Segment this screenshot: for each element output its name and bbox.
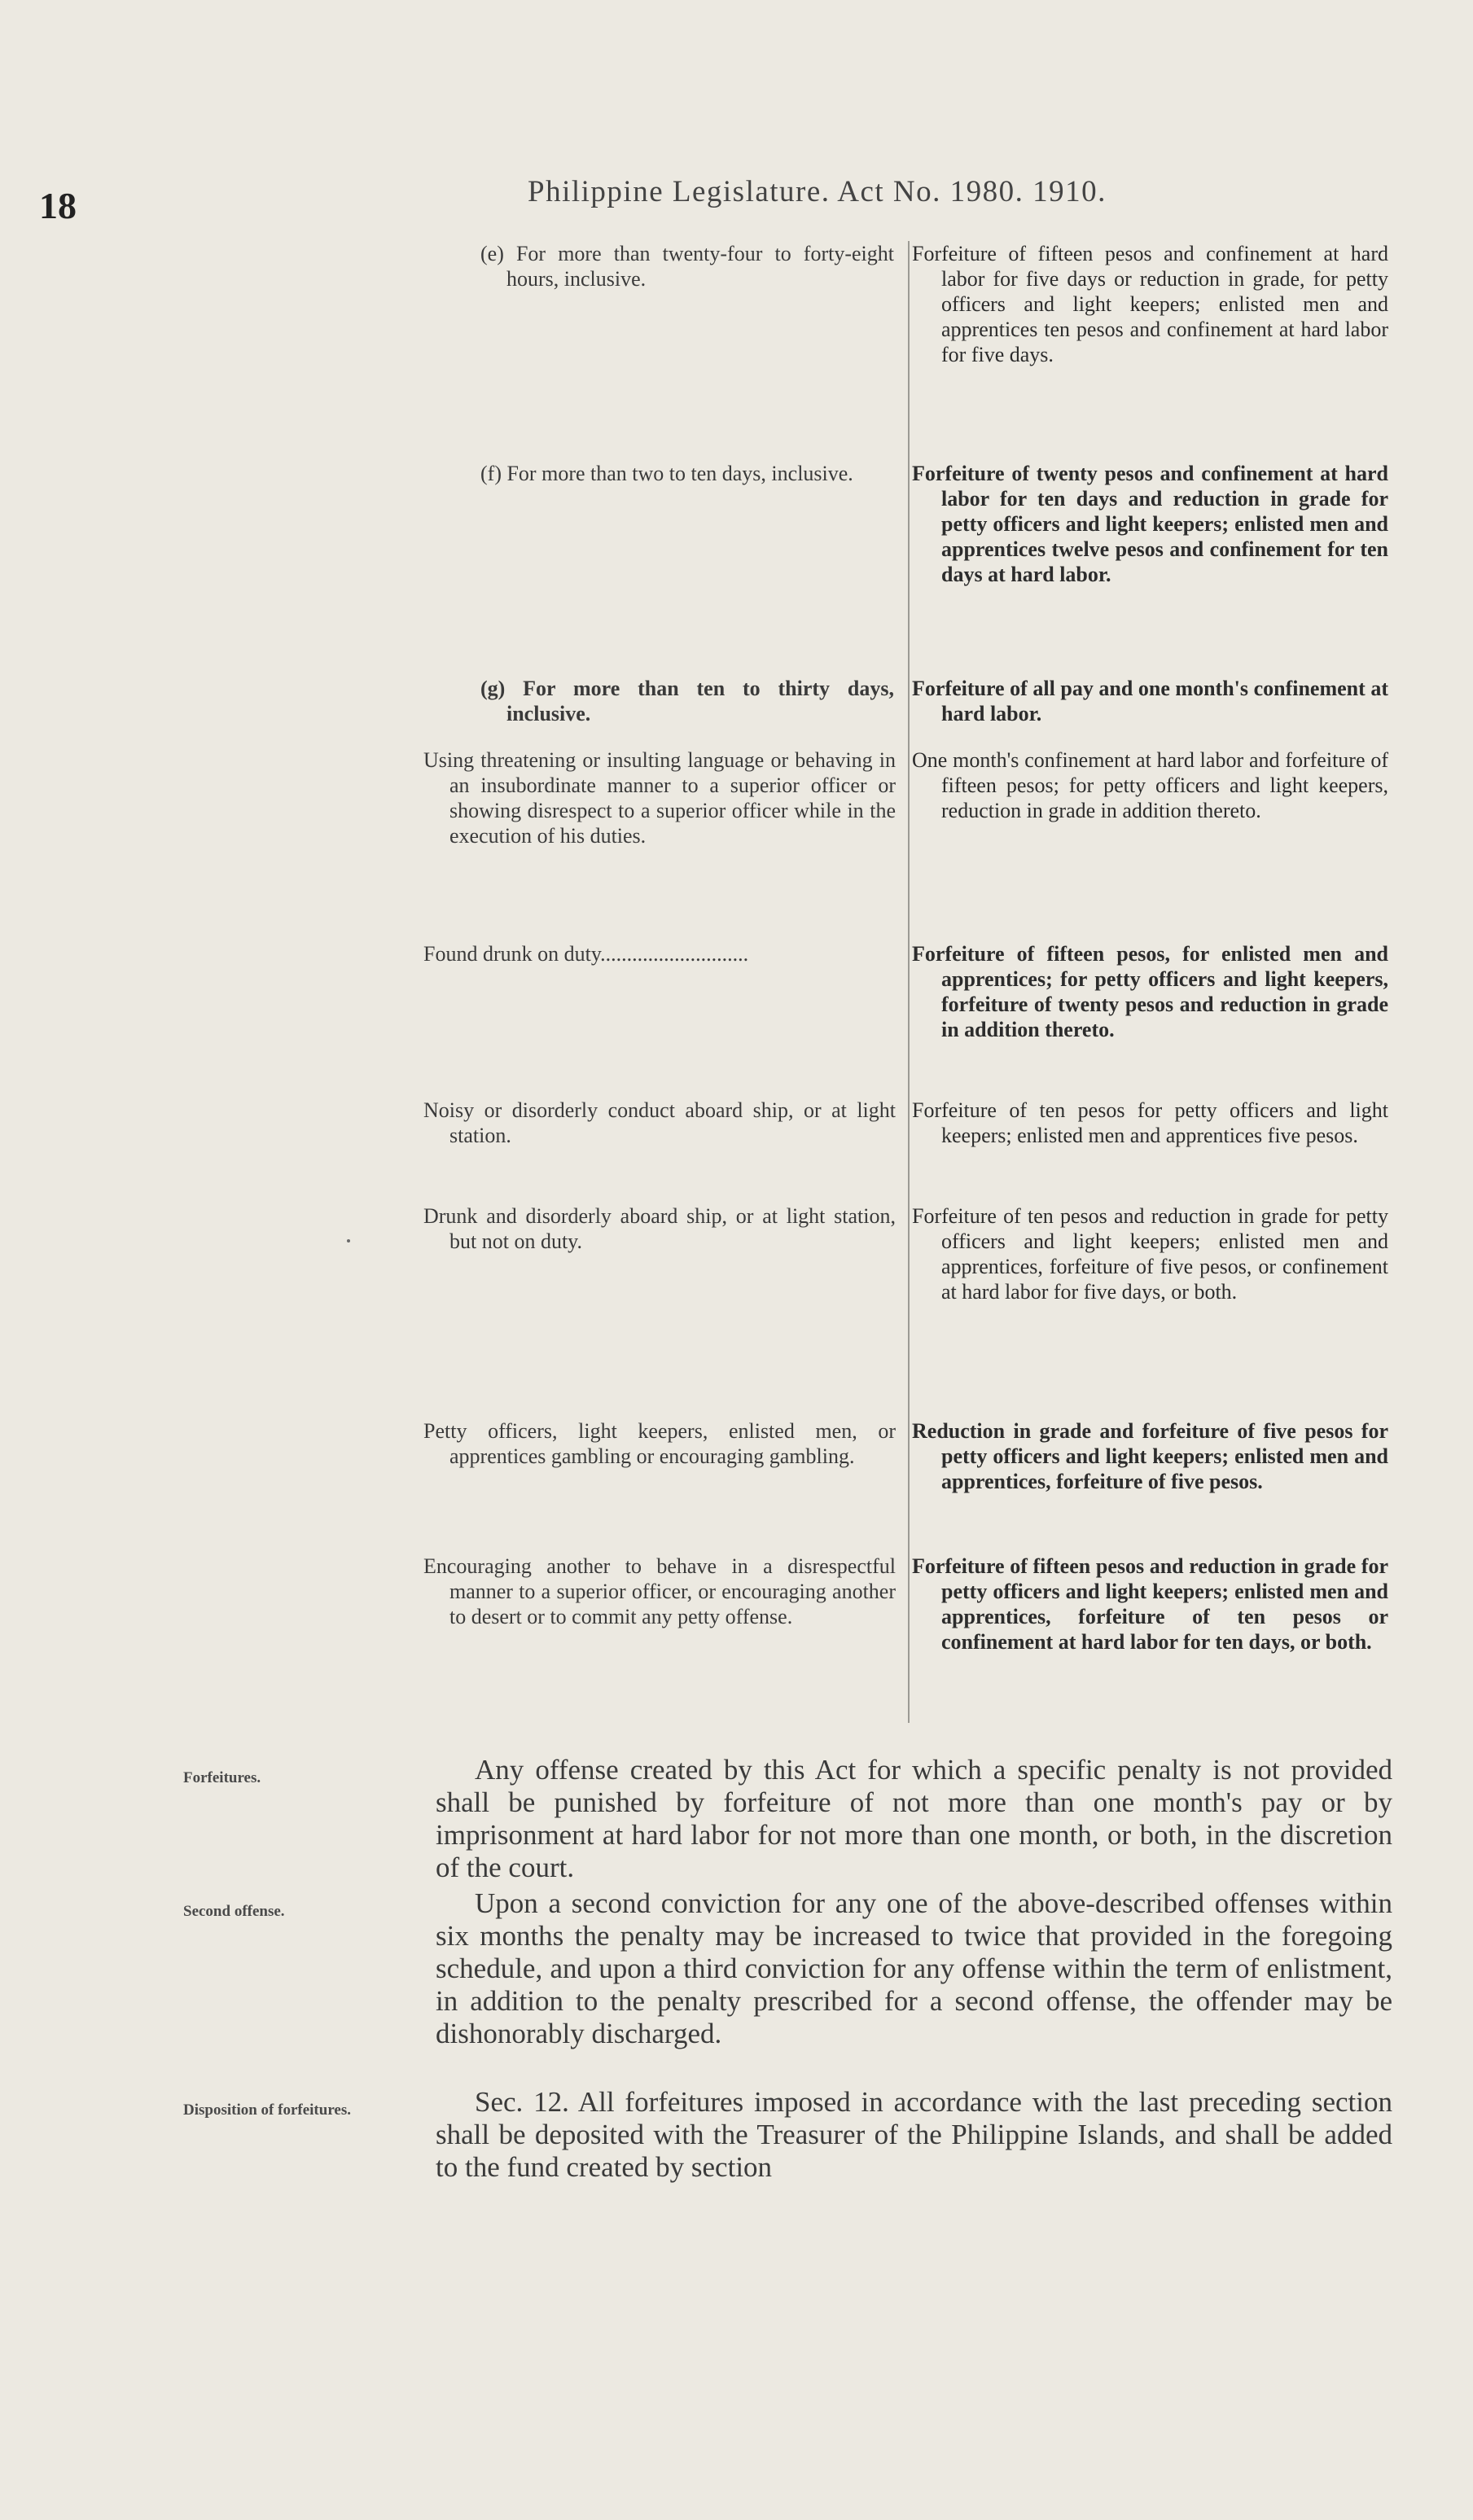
offense-cell: Found drunk on duty............................ (423, 942, 749, 966)
forfeitures-paragraph: Any offense created by this Act for which a specific penalty is not provided shall be punished by forfeiture of not more than one month's pay or by imprisonment at hard labor for not more than one month, or both, in the discretion of the court. (436, 1754, 1392, 1883)
penalty-cell: Forfeiture of twenty pesos and confinement at hard labor for ten days and reduction in grade for petty officers and light keepers; enlisted men and apprentices twelve pesos and confinement for ten days at hard labor. (912, 462, 1388, 586)
running-head: Philippine Legislature. Act No. 1980. 1910. (528, 175, 1107, 208)
offense-cell: Noisy or disorderly conduct aboard ship, or at light station. (423, 1098, 896, 1147)
penalty-cell: Forfeiture of ten pesos for petty officers and light keepers; enlisted men and apprentices five pesos. (912, 1098, 1388, 1147)
offense-cell: (g) For more than ten to thirty days, inclusive. (480, 677, 894, 725)
penalty-cell: Reduction in grade and forfeiture of five pesos for petty officers and light keepers; enlisted men and apprentices, forfeiture of five pesos. (912, 1419, 1388, 1493)
page-number: 18 (39, 185, 77, 226)
penalty-cell: Forfeiture of fifteen pesos, for enlisted men and apprentices; for petty officers and light keepers, forfeiture of twenty pesos and reduction in grade in addition thereto. (912, 942, 1388, 1041)
offense-cell: (e) For more than twenty-four to forty-eight hours, inclusive. (480, 242, 894, 291)
print-speck (347, 1239, 350, 1242)
section-12-paragraph: Sec. 12. All forfeitures imposed in accordance with the last preceding section shall be deposited with the Treasurer of the Philippine Islands, and shall be added to the fund created by section (436, 2086, 1392, 2183)
offense-cell: Petty officers, light keepers, enlisted men, or apprentices gambling or encouraging gambling. (423, 1419, 896, 1468)
margin-note-disposition: Disposition of forfeitures. (183, 2101, 351, 2119)
penalty-cell: One month's confinement at hard labor and forfeiture of fifteen pesos; for petty officers and light keepers, reduction in grade in addition thereto. (912, 748, 1388, 822)
second-offense-paragraph: Upon a second conviction for any one of the above-described offenses within six months the penalty may be increased to twice that provided in the foregoing schedule, and upon a third conviction for any offense within the term of enlistment, in addition to the penalty prescribed for a second offense, the offender may be dishonorably discharged. (436, 1887, 1392, 2049)
penalty-cell: Forfeiture of fifteen pesos and confinement at hard labor for five days or reduction in grade, for petty officers and light keepers; enlisted men and apprentices ten pesos and confinement at hard labor for five days. (912, 242, 1388, 366)
penalty-cell: Forfeiture of ten pesos and reduction in grade for petty officers and light keepers; enlisted men and apprentices, forfeiture of five pesos, or confinement at hard labor for five days, or both. (912, 1204, 1388, 1304)
penalty-cell: Forfeiture of all pay and one month's confinement at hard labor. (912, 677, 1388, 725)
offense-cell: Encouraging another to behave in a disrespectful manner to a superior officer, or encouraging another to desert or to commit any petty offense. (423, 1554, 896, 1628)
margin-note-forfeitures: Forfeitures. (183, 1769, 261, 1786)
offense-cell: Using threatening or insulting language or behaving in an insubordinate manner to a superior officer or showing disrespect to a superior officer while in the execution of his duties. (423, 748, 896, 848)
margin-note-second-offense: Second offense. (183, 1903, 285, 1920)
penalty-cell: Forfeiture of fifteen pesos and reduction in grade for petty officers and light keepers; enlisted men and apprentices, forfeiture of ten pesos or confinement at hard labor for ten days, or both. (912, 1554, 1388, 1654)
column-divider (908, 241, 910, 1723)
offense-cell: Drunk and disorderly aboard ship, or at light station, but not on duty. (423, 1204, 896, 1253)
offense-cell: (f) For more than two to ten days, inclusive. (480, 462, 853, 485)
